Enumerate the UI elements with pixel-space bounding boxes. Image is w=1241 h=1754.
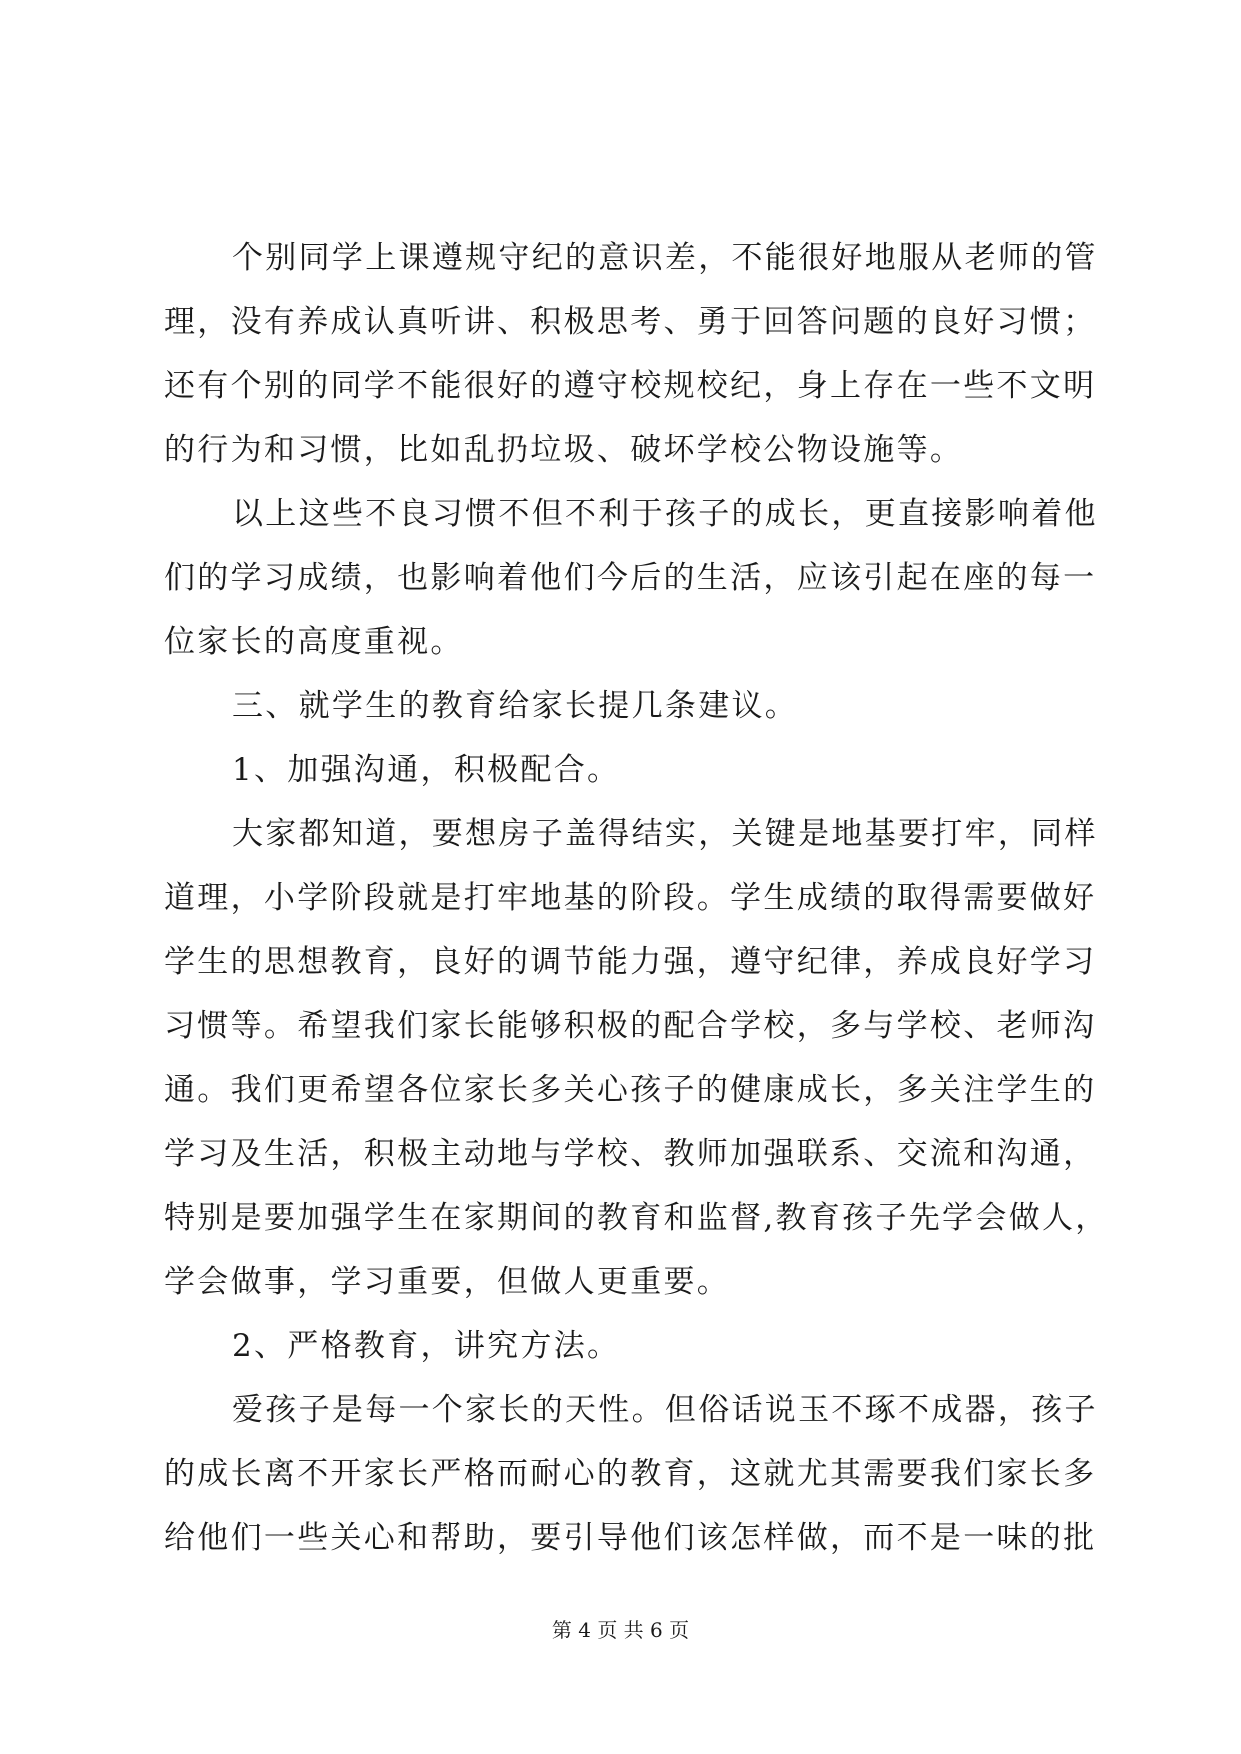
- text-line: 的成长离不开家长严格而耐心的教育，这就尤其需要我们家长多: [164, 1456, 1097, 1492]
- subsection-heading: 2、严格教育，讲究方法。: [232, 1328, 621, 1364]
- text-line: 特别是要加强学生在家期间的教育和监督,教育孩子先学会做人，: [164, 1200, 1109, 1236]
- text-line: 理，没有养成认真听讲、积极思考、勇于回答问题的良好习惯；: [164, 304, 1097, 340]
- text-line: 们的学习成绩，也影响着他们今后的生活，应该引起在座的每一: [164, 560, 1097, 596]
- text-line: 习惯等。希望我们家长能够积极的配合学校，多与学校、老师沟: [164, 1008, 1097, 1044]
- section-heading: 三、就学生的教育给家长提几条建议。: [232, 688, 799, 724]
- text-line: 通。我们更希望各位家长多关心孩子的健康成长，多关注学生的: [164, 1072, 1097, 1108]
- page-number-footer: 第 4 页 共 6 页: [551, 1618, 690, 1642]
- text-line: 大家都知道，要想房子盖得结实，关键是地基要打牢，同样: [232, 816, 1098, 852]
- text-line: 学生的思想教育，良好的调节能力强，遵守纪律，养成良好学习: [164, 944, 1097, 980]
- text-line: 的行为和习惯，比如乱扔垃圾、破坏学校公物设施等。: [164, 432, 964, 468]
- document-body: [164, 226, 1109, 1570]
- subsection-heading: 1、加强沟通，积极配合。: [232, 752, 621, 788]
- text-line: 学习及生活，积极主动地与学校、教师加强联系、交流和沟通，: [164, 1136, 1097, 1172]
- text-line: 道理，小学阶段就是打牢地基的阶段。学生成绩的取得需要做好: [164, 880, 1097, 916]
- text-line: 还有个别的同学不能很好的遵守校规校纪，身上存在一些不文明: [164, 368, 1097, 404]
- text-line: 个别同学上课遵规守纪的意识差，不能很好地服从老师的管: [232, 240, 1098, 276]
- text-line: 爱孩子是每一个家长的天性。但俗话说玉不琢不成器，孩子: [232, 1392, 1098, 1428]
- text-line: 位家长的高度重视。: [164, 624, 464, 660]
- text-line: 给他们一些关心和帮助，要引导他们该怎样做，而不是一味的批: [164, 1520, 1097, 1556]
- text-line: 学会做事，学习重要，但做人更重要。: [164, 1264, 731, 1300]
- text-line: 以上这些不良习惯不但不利于孩子的成长，更直接影响着他: [232, 496, 1098, 532]
